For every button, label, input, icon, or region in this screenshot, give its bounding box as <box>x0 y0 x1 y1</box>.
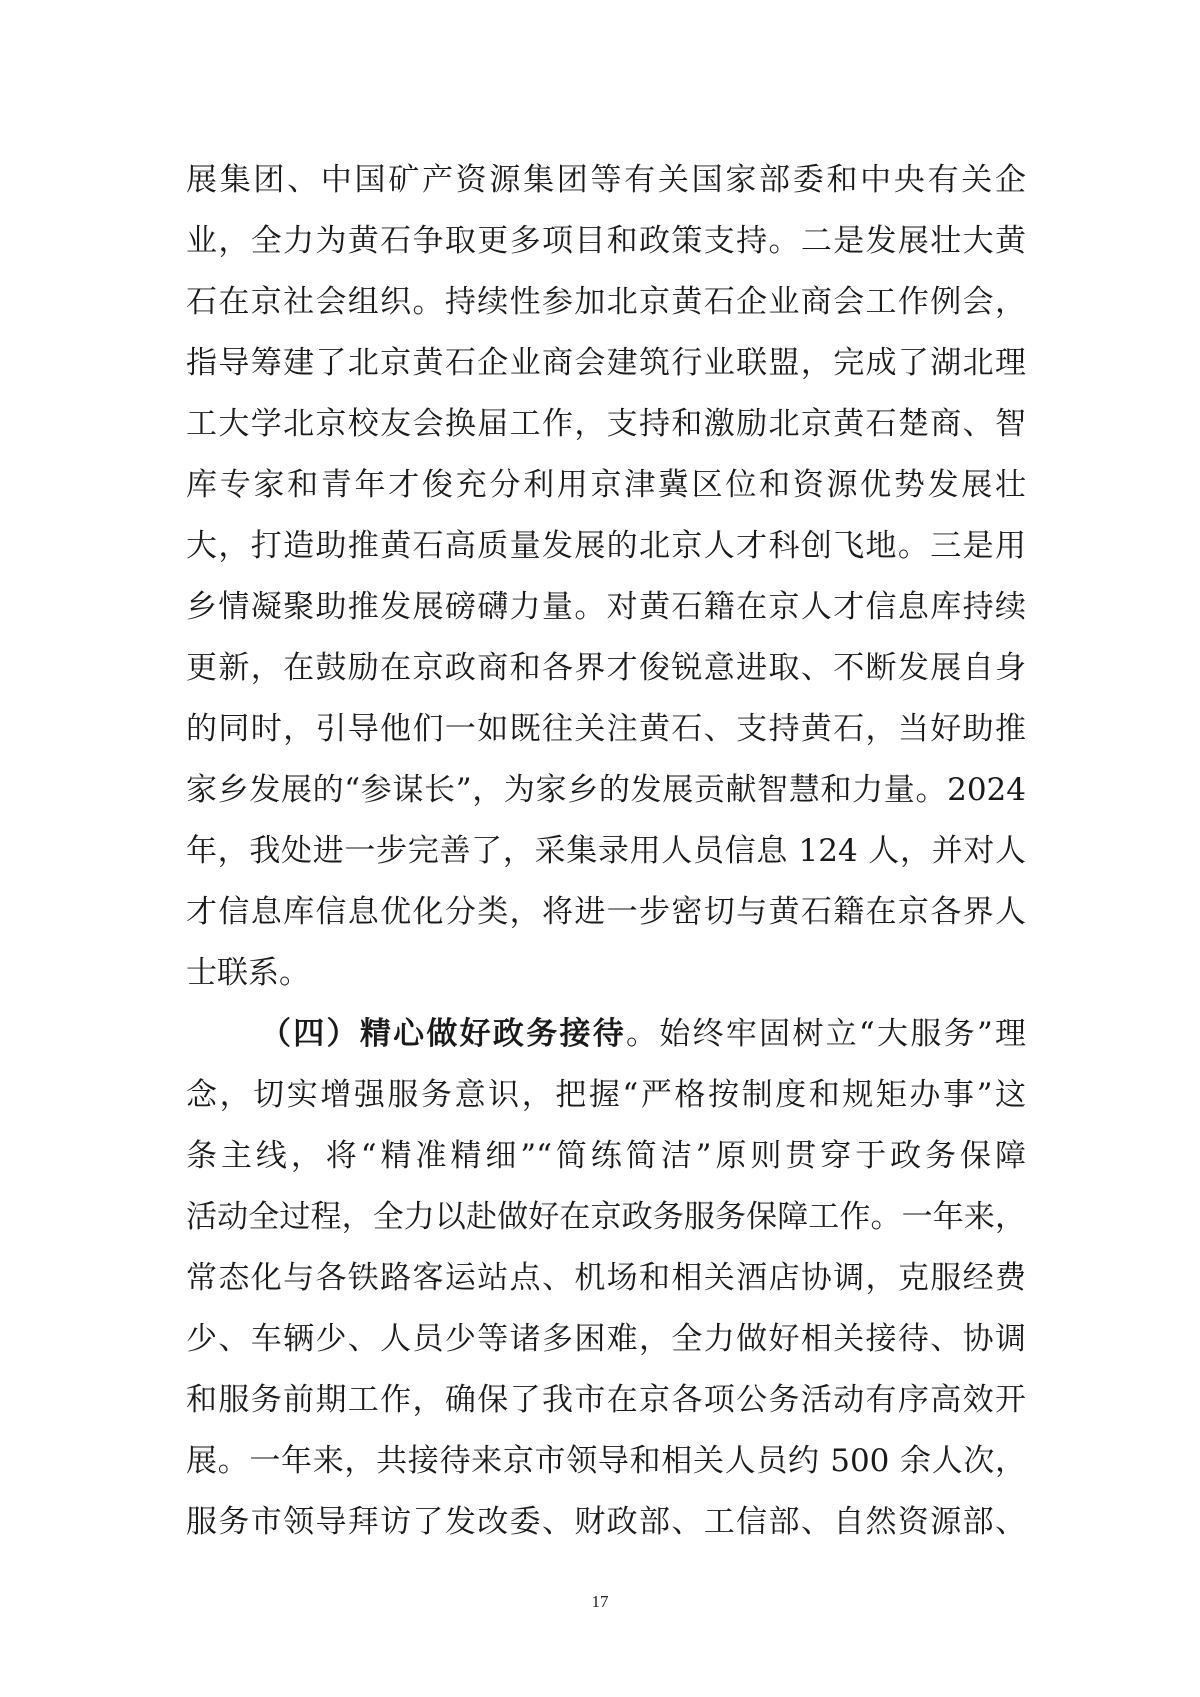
text-line: 更新，在鼓励在京政商和各界才俊锐意进取、不断发展自身 <box>186 650 1026 686</box>
text-line: 服务市领导拜访了发改委、财政部、工信部、自然资源部、 <box>186 1504 1026 1540</box>
section-heading-line <box>186 1004 1026 1065</box>
text-line: 少、车辆少、人员少等诸多困难，全力做好相关接待、协调 <box>186 1321 1026 1357</box>
text-line: 家乡发展的“参谋长”，为家乡的发展贡献智慧和力量。2024 <box>186 772 1026 808</box>
text-line: 年，我处进一步完善了，采集录用人员信息 124 人，并对人 <box>186 833 1026 869</box>
text-line: 业，全力为黄石争取更多项目和政策支持。二是发展壮大黄 <box>186 223 1026 259</box>
page-number: 17 <box>591 1592 609 1611</box>
text-line: 指导筹建了北京黄石企业商会建筑行业联盟，完成了湖北理 <box>186 345 1026 381</box>
section-heading: （四）精心做好政务接待 <box>260 1016 627 1052</box>
text-line: 库专家和青年才俊充分利用京津冀区位和资源优势发展壮 <box>186 467 1026 503</box>
text-line: 常态化与各铁路客运站点、机场和相关酒店协调，克服经费 <box>186 1260 1026 1296</box>
heading-line-text: 。始终牢固树立“大服务”理 <box>626 1016 1026 1052</box>
text-line: 的同时，引导他们一如既往关注黄石、支持黄石，当好助推 <box>186 711 1026 747</box>
text-line: 活动全过程，全力以赴做好在京政务服务保障工作。一年来， <box>186 1199 1026 1235</box>
text-line: 工大学北京校友会换届工作，支持和激励北京黄石楚商、智 <box>186 406 1026 442</box>
text-line: 大，打造助推黄石高质量发展的北京人才科创飞地。三是用 <box>186 528 1026 564</box>
text-line: 乡情凝聚助推发展磅礴力量。对黄石籍在京人才信息库持续 <box>186 589 1026 625</box>
paragraph-1 <box>186 150 1026 1004</box>
text-line: 石在京社会组织。持续性参加北京黄石企业商会工作例会， <box>186 284 1026 320</box>
text-line: 展。一年来，共接待来京市领导和相关人员约 500 余人次， <box>186 1443 1026 1479</box>
text-line: 展集团、中国矿产资源集团等有关国家部委和中央有关企 <box>186 162 1026 198</box>
text-line: 和服务前期工作，确保了我市在京各项公务活动有序高效开 <box>186 1382 1026 1418</box>
text-line: 才信息库信息优化分类，将进一步密切与黄石籍在京各界人 <box>186 894 1026 930</box>
body-text <box>186 150 1026 1553</box>
paragraph-2 <box>186 1004 1026 1553</box>
text-line: 士联系。 <box>186 955 310 991</box>
text-line: 念，切实增强服务意识，把握“严格按制度和规矩办事”这 <box>186 1077 1026 1113</box>
text-line: 条主线，将“精准精细”“简练简洁”原则贯穿于政务保障 <box>186 1138 1026 1174</box>
